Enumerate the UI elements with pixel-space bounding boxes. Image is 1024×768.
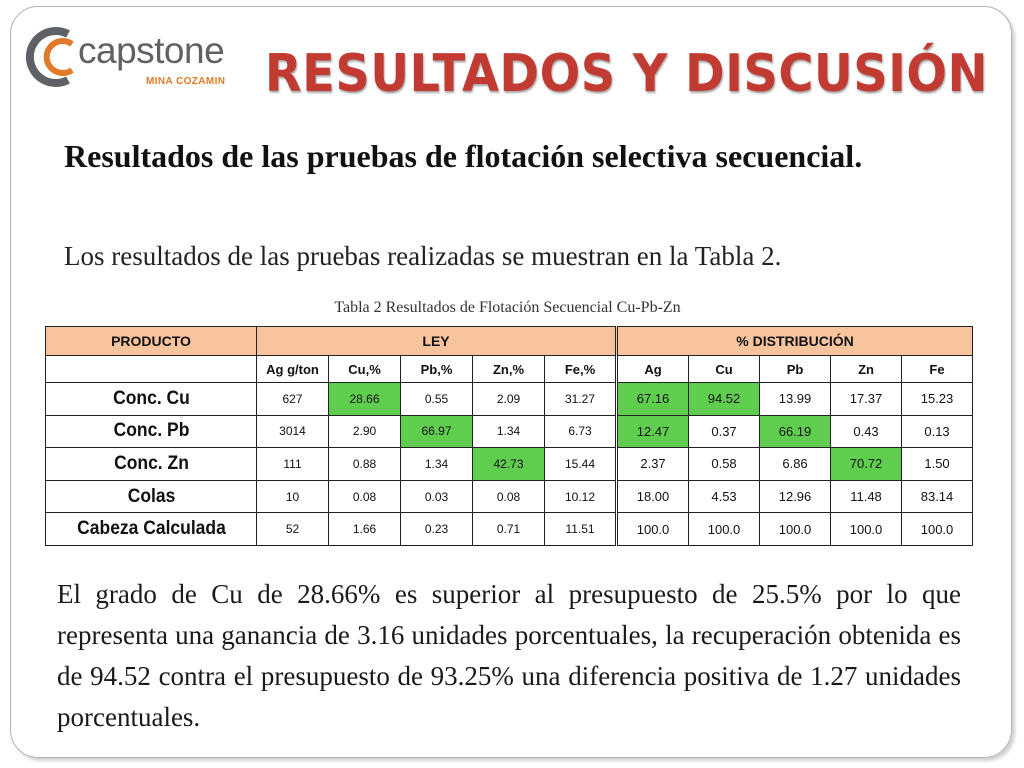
header-blank — [46, 356, 257, 383]
table-cell: 0.13 — [902, 415, 973, 448]
table-cell: 10.12 — [545, 480, 617, 513]
table-row — [46, 480, 973, 513]
header-ley-zn: Zn,% — [473, 356, 545, 383]
table-cell: 1.66 — [329, 513, 401, 546]
table-cell: 10 — [257, 480, 329, 513]
table-cell: 3014 — [257, 415, 329, 448]
row-label: Conc. Cu — [54, 383, 248, 416]
table-cell: 31.27 — [545, 383, 617, 416]
table-cell: 6.73 — [545, 415, 617, 448]
header-ley-pb: Pb,% — [401, 356, 473, 383]
header-dist-zn: Zn — [831, 356, 902, 383]
table-row — [46, 513, 973, 546]
section-heading: Resultados de las pruebas de flotación selectiva secuencial. — [64, 138, 863, 174]
row-label: Colas — [54, 480, 248, 513]
table-cell: 52 — [257, 513, 329, 546]
row-label: Cabeza Calculada — [54, 513, 248, 546]
table-cell: 0.37 — [689, 415, 760, 448]
conclusion-paragraph: El grado de Cu de 28.66% es superior al presupuesto de 25.5% por lo que representa una ganancia de 3.16 unidades porcentuales, la recuperación obtenida es de 94.52 contra el presupuesto de 93.25% una diferencia positiva de 1.27 unidades porcentuales. — [57, 579, 961, 732]
slide-title: RESULTADOS Y DISCUSIÓN — [264, 44, 988, 104]
table-cell: 4.53 — [689, 480, 760, 513]
table-cell: 2.37 — [617, 448, 689, 481]
table-cell: 0.88 — [329, 448, 401, 481]
table-group-header-row — [46, 327, 973, 356]
table-row — [46, 383, 973, 416]
table-cell: 100.0 — [760, 513, 831, 546]
row-label: Conc. Pb — [54, 415, 248, 448]
header-producto: PRODUCTO — [46, 327, 257, 356]
table-cell-highlight: 70.72 — [831, 448, 902, 481]
table-cell: 100.0 — [831, 513, 902, 546]
table-column-header-row — [46, 356, 973, 383]
table-cell: 15.23 — [902, 383, 973, 416]
table-cell: 0.08 — [473, 480, 545, 513]
table-cell: 2.09 — [473, 383, 545, 416]
intro-text: Los resultados de las pruebas realizadas se muestran en la Tabla 2. — [64, 241, 782, 271]
table-cell: 0.08 — [329, 480, 401, 513]
table-cell-highlight: 94.52 — [689, 383, 760, 416]
table-cell-highlight: 66.19 — [760, 415, 831, 448]
table-cell: 0.43 — [831, 415, 902, 448]
logo-wordmark: capstone — [78, 30, 225, 71]
table-cell: 100.0 — [689, 513, 760, 546]
header-distribucion: % DISTRIBUCIÓN — [617, 327, 973, 356]
table-cell: 11.51 — [545, 513, 617, 546]
row-label: Conc. Zn — [54, 448, 248, 481]
table-cell-highlight: 12.47 — [617, 415, 689, 448]
header-ley-ag: Ag g/ton — [257, 356, 329, 383]
capstone-logo — [24, 24, 244, 94]
table-cell: 83.14 — [902, 480, 973, 513]
table-cell: 1.34 — [473, 415, 545, 448]
table-cell: 0.71 — [473, 513, 545, 546]
flotation-results-table — [45, 326, 973, 546]
table-cell: 17.37 — [831, 383, 902, 416]
header-dist-pb: Pb — [760, 356, 831, 383]
table-cell: 2.90 — [329, 415, 401, 448]
table-cell: 1.50 — [902, 448, 973, 481]
table-cell: 0.55 — [401, 383, 473, 416]
table-cell: 627 — [257, 383, 329, 416]
table-cell: 111 — [257, 448, 329, 481]
table-cell: 1.34 — [401, 448, 473, 481]
table-cell: 6.86 — [760, 448, 831, 481]
table-cell: 0.23 — [401, 513, 473, 546]
logo-subtitle: MINA COZAMIN — [146, 76, 226, 87]
table-cell: 11.48 — [831, 480, 902, 513]
table-row — [46, 448, 973, 481]
header-dist-fe: Fe — [902, 356, 973, 383]
header-ley-cu: Cu,% — [329, 356, 401, 383]
table-cell-highlight: 66.97 — [401, 415, 473, 448]
table-cell: 15.44 — [545, 448, 617, 481]
table-cell-highlight: 42.73 — [473, 448, 545, 481]
table-cell: 100.0 — [902, 513, 973, 546]
table-cell: 100.0 — [617, 513, 689, 546]
table-caption: Tabla 2 Resultados de Flotación Secuencial Cu-Pb-Zn — [334, 299, 681, 316]
table-cell: 12.96 — [760, 480, 831, 513]
header-dist-ag: Ag — [617, 356, 689, 383]
table-cell: 13.99 — [760, 383, 831, 416]
table-row — [46, 415, 973, 448]
table-cell: 0.58 — [689, 448, 760, 481]
table-cell: 0.03 — [401, 480, 473, 513]
capstone-c-icon — [24, 24, 84, 90]
header-ley: LEY — [257, 327, 617, 356]
table-cell: 18.00 — [617, 480, 689, 513]
header-dist-cu: Cu — [689, 356, 760, 383]
header-ley-fe: Fe,% — [545, 356, 617, 383]
table-cell-highlight: 67.16 — [617, 383, 689, 416]
table-cell-highlight: 28.66 — [329, 383, 401, 416]
